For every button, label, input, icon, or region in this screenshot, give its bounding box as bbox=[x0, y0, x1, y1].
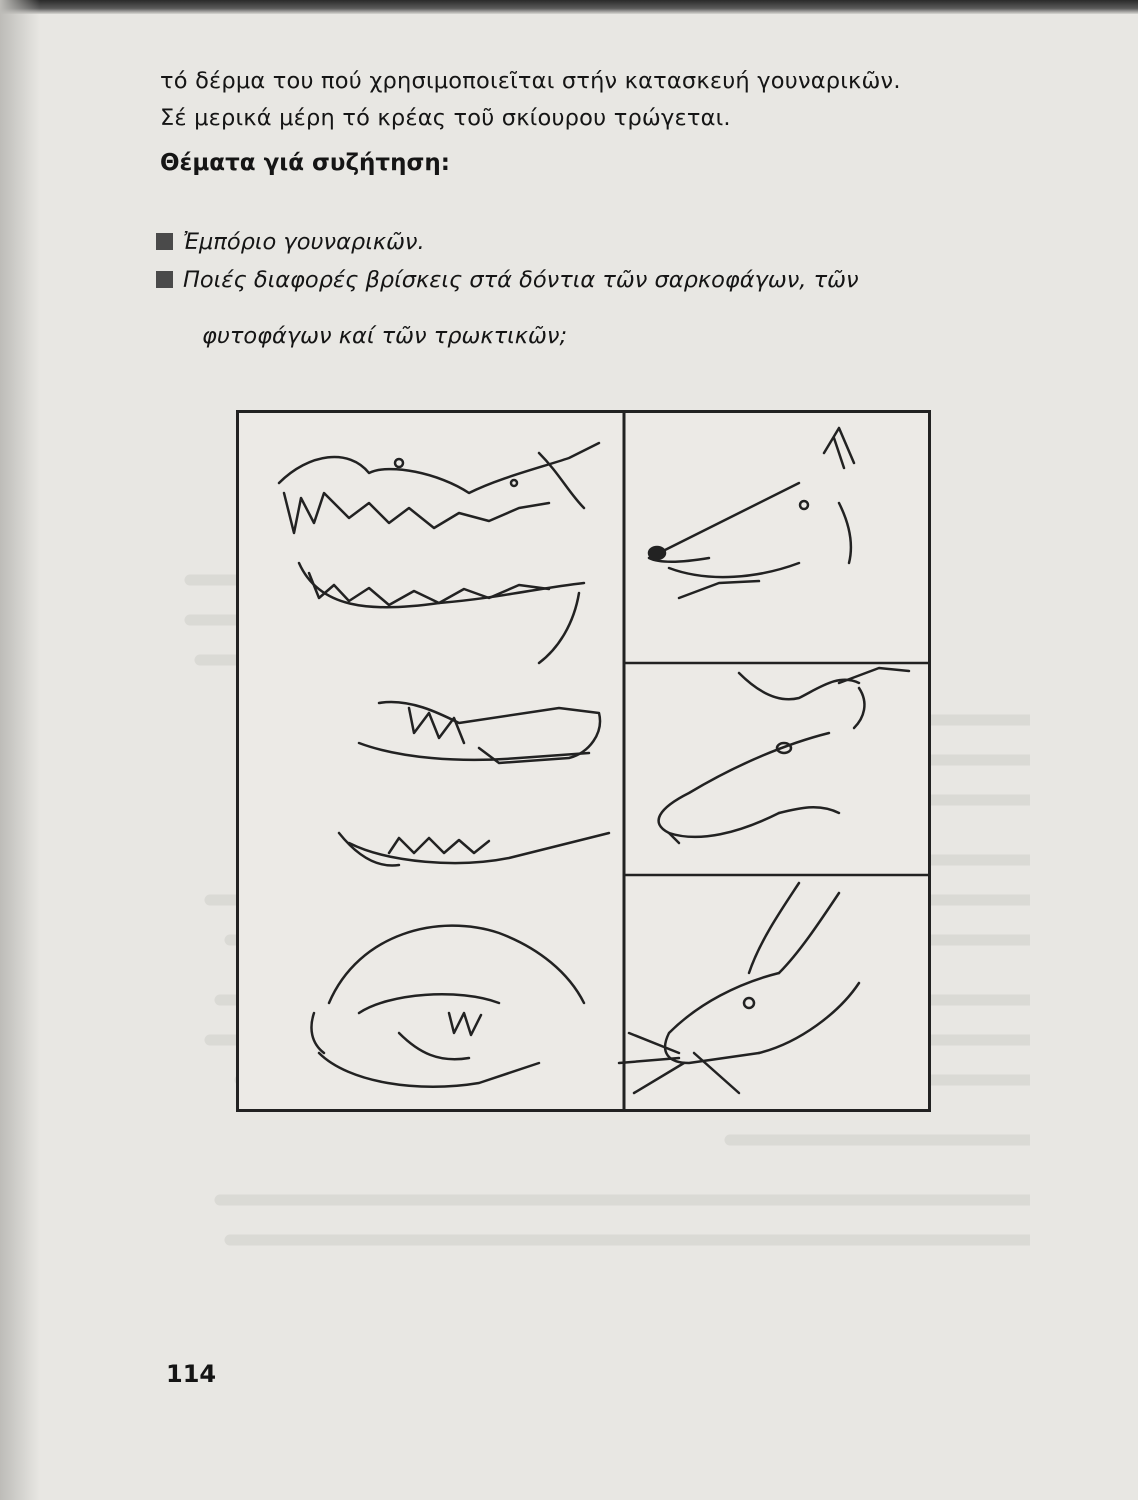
herbivore-skull-drawing bbox=[339, 702, 609, 866]
discussion-item-2-text: Ποιές διαφορές βρίσκεις στά δόντια τῶν σαρκοφάγων, τῶν bbox=[183, 267, 859, 293]
discussion-item-2 bbox=[156, 263, 859, 298]
discussion-heading: Θέματα γιά συζήτηση: bbox=[160, 150, 450, 176]
page-number: 114 bbox=[166, 1360, 217, 1388]
teeth-comparison-figure bbox=[236, 410, 931, 1112]
rabbit-head-drawing bbox=[619, 883, 859, 1093]
scan-left-shadow bbox=[0, 0, 40, 1500]
discussion-item-1 bbox=[156, 225, 425, 260]
deer-head-drawing bbox=[659, 668, 909, 843]
carnivore-skull-drawing bbox=[279, 443, 599, 663]
discussion-item-2-continuation: φυτοφάγων καί τῶν τρωκτικῶν; bbox=[202, 323, 568, 349]
fox-head-drawing bbox=[649, 428, 854, 598]
rodent-skull-drawing bbox=[311, 926, 584, 1087]
body-text-line-2: Σέ μερικά μέρη τό κρέας τοῦ σκίουρου τρώγεται. bbox=[160, 105, 731, 131]
square-bullet-icon bbox=[156, 233, 173, 250]
scan-top-edge bbox=[0, 0, 1138, 14]
body-text-line-1: τό δέρμα του πού χρησιμοποιεῖται στήν κατασκευή γουναρικῶν. bbox=[160, 68, 901, 94]
teeth-comparison-illustration bbox=[239, 413, 928, 1109]
discussion-item-1-text: Ἐμπόριο γουναρικῶν. bbox=[183, 229, 425, 255]
square-bullet-icon bbox=[156, 271, 173, 288]
